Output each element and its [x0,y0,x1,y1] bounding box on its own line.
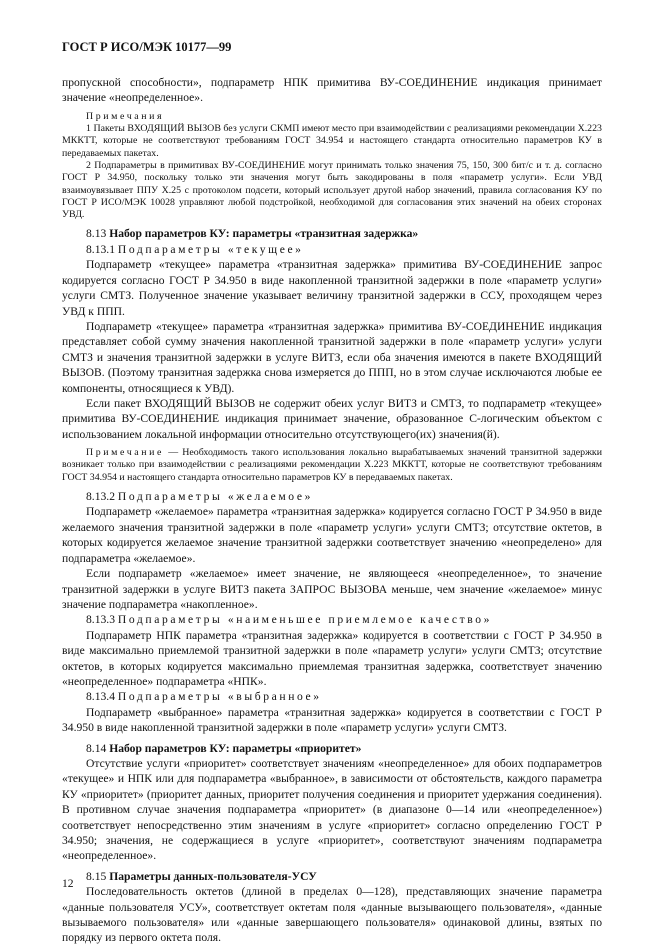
paragraph: Подпараметр НПК параметра «транзитная задержка» кодируется в соответствии с ГОСТ Р 34.950 в виде максимально приемлемой транзитной задержки в поле «параметр услуги» услуги СМТЗ; отсутствие октетов, в которых кодируется максимально приемлемая транзитная задержка, соответствует значению «неопределенное» подпараметра «НПК». [62,628,602,688]
paragraph: Последовательность октетов (длиной в пределах 0—128), представляющих значение параметра «данные пользователя УСУ», соответствует октетам поля «данные вызывающего пользователя», «данные вызываемого пользователя» или «данные завершающего пользователя» одинаковой длины, взятых по порядку из первого октета поля. [62,885,602,945]
subsection-8-13-3-heading [62,612,602,627]
note-3 [62,447,602,484]
paragraph: Если подпараметр «желаемое» имеет значение, не являющееся «неопределенное», то значение транзитной задержки в услуге ВИТЗ пакета ЗАПРОС ВЫЗОВА меньше, чем значение «желаемое» минус значение подпараметра «накопленное». [62,567,602,611]
section-8-15-heading [62,869,602,884]
paragraph: Подпараметр «желаемое» параметра «транзитная задержка» кодируется согласно ГОСТ Р 34.950 в виде желаемого значения транзитной задержки в поле «параметр услуги» услуги СМТЗ; отсутствие октетов, в которых кодируется желаемое значение транзитной задержки соответствует значению «неопределено» для подпараметра «желаемое». [62,505,602,565]
page-number: 12 [62,877,74,890]
subsection-title: Подпараметры «желаемое» [117,490,313,504]
paragraph: Подпараметр «текущее» параметра «транзитная задержка» примитива ВУ-СОЕДИНЕНИЕ индикация представляет собой сумму значения накопленной транзитной задержки в поле «параметр услуги» услуги СМТЗ и значения транзитной задержки в услуге ВИТЗ, если оба значения имеются в пакете ВХОДЯЩИЙ ВЫЗОВ. (Поэтому транзитная задержка снова измеряется до ППП, но в этом случае исключаются любые ее компоненты, относящиеся к УВД). [62,319,602,395]
paragraph: Подпараметр «текущее» параметра «транзитная задержка» примитива ВУ-СОЕДИНЕНИЕ запрос кодируется согласно ГОСТ Р 34.950 в виде накопленной транзитной задержки в поле «параметр услуги» услуги СМТЗ. Полученное значение указывает величину транзитной задержки в ССУ, проходящем через УВД к ППП. [62,258,602,318]
section-number: 8.13 [86,227,107,241]
document-page [62,40,602,946]
subsection-8-13-4-heading [62,689,602,704]
notes-title: Примечания [86,110,165,122]
section-8-14-heading [62,741,602,756]
section-title: Параметры данных-пользователя-УСУ [109,869,317,883]
section-number: 8.14 [86,741,107,755]
subsection-8-13-1-heading [62,242,602,257]
note-text: — Необходимость такого использования локально вырабатываемых значений транзитной задержки возникает только при взаимодействии с реализациями рекомендации X.223 МККТТ, которые не соответствуют требованиям ГОСТ 34.954 и настоящего стандарта относительно параметров КУ в передаваемых пакетах. [62,447,603,483]
continued-paragraph: пропускной способности», подпараметр НПК примитива ВУ-СОЕДИНЕНИЕ индикация принимает значение «неопределенное». [62,76,602,105]
paragraph: Отсутствие услуги «приоритет» соответствует значениям «неопределенное» для обоих подпараметров «текущее» и НПК или для подпараметра «выбранное», в зависимости от обстоятельств, каждого параметра КУ «приоритет» (приоритет данных, приоритет получения соединения и приоритет удержания соединения). В противном случае значения подпараметра «приоритет» (в диапазоне 0—14 или «неопределенное») соответствует непосредственно этим значениям в услуге «приоритет» согласно определению ГОСТ Р 34.950; значения, не содержащиеся в услуге «приоритет», соответствуют значениям подпараметра «неопределенное». [62,756,602,863]
note-1: 1 Пакеты ВХОДЯЩИЙ ВЫЗОВ без услуги СКМП имеют место при взаимодействии с реализациями рекомендации X.223 МККТТ, которые не соответствуют требованиям ГОСТ 34.954 и настоящего стандарта относительно параметров КУ в передаваемых пакетах. [62,123,602,159]
note-2: 2 Подпараметры в примитивах ВУ-СОЕДИНЕНИЕ могут принимать только значения 75, 150, 300 бит/с и т. д. согласно ГОСТ Р 34.950, поскольку только эти значения могут быть закодированы в поля «параметр услуги». Если УВД взаимоувязывает ППУ X.25 с протоколом подсети, который использует другой набор значений, правила согласования КУ по ГОСТ Р ИСО/МЭК 10028 управляют любой подстройкой, необходимой для согласования этих значений на обеих сторонах УВД. [62,160,602,221]
subsection-number: 8.13.2 [86,490,115,504]
section-number: 8.15 [86,869,107,883]
subsection-number: 8.13.1 [86,242,115,256]
section-8-13-heading [62,226,602,241]
subsection-title: Подпараметры «текущее» [117,242,304,256]
paragraph: Если пакет ВХОДЯЩИЙ ВЫЗОВ не содержит обеих услуг ВИТЗ и СМТЗ, то подпараметр «текущее» примитива ВУ-СОЕДИНЕНИЕ индикация принимает значение, образованное С-логическим объектом с использованием локальной информации относительно отсутствующего(их) значения(й). [62,396,602,441]
subsection-number: 8.13.3 [86,613,115,627]
running-header: ГОСТ Р ИСО/МЭК 10177—99 [62,40,232,54]
paragraph: Подпараметр «выбранное» параметра «транзитная задержка» кодируется в соответствии с ГОСТ Р 34.950 в виде накопленной транзитной задержки в поле «параметр услуги» услуги СМТЗ. [62,705,602,735]
note-label: Примечание [86,447,165,459]
subsection-number: 8.13.4 [86,690,115,704]
subsection-title: Подпараметры «наименьшее приемлемое качество» [117,613,493,627]
subsection-title: Подпараметры «выбранное» [117,690,322,704]
section-title: Набор параметров КУ: параметры «транзитная задержка» [109,227,419,241]
subsection-8-13-2-heading [62,489,602,504]
section-title: Набор параметров КУ: параметры «приоритет» [109,741,362,755]
